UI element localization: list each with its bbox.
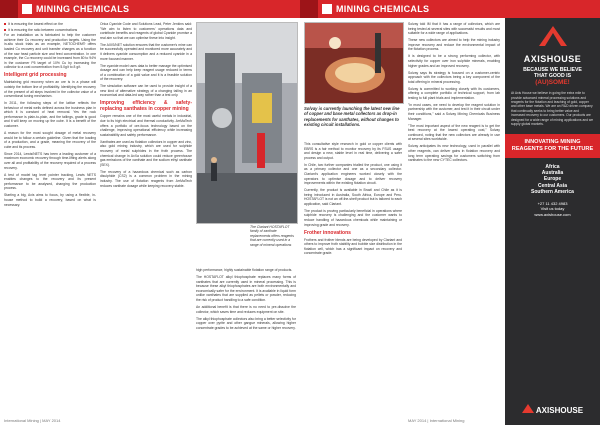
subheading: Intelligent grid processing — [4, 72, 67, 79]
axishouse-small-logo-icon — [522, 404, 534, 413]
photo-caption: The Clariant HOSTAFLOT family of xanthate replacements offers reagents that are currently used in a range of mineral operations — [250, 225, 294, 247]
right-section-title: MINING CHEMICALS — [336, 4, 430, 14]
paragraph: The HOSTAFLOT alkyl thiophosphate replaces many forms of xanthates that are currently used in mineral processing. This is because these alkyl thiophosphates are both environmentally and economically safer for the environment. It is available in liquid form unlike xanthates that are supplied as pellets or powder, reducing the risk of product handling to a safe condition. — [196, 274, 296, 302]
axishouse-logo — [514, 25, 592, 64]
advert-web-label: Visit us today — [540, 206, 565, 212]
region-item: Central Asia — [538, 182, 567, 189]
header-accent-block — [0, 0, 18, 18]
lab-photo-illustration — [305, 23, 403, 103]
region-item: Southern America — [531, 188, 574, 195]
paragraph: Solvay told IM that it has a range of collectors, which are being tested at several sites with successful results and most suitable for a wide range of applications. — [408, 22, 500, 36]
paragraph: The simulation software can be used to provide insight of a new kind of alternative strategy of a changing tailing in an economical and data-led way rather than a test only. — [100, 84, 192, 98]
axishouse-logo-icon — [538, 25, 568, 47]
right-section-header — [300, 0, 600, 18]
right-column-2 — [408, 22, 500, 165]
paragraph: The recovery of a hazardous chemical such as carbon disulphide (CS2) is a common problem in the mining industry. The use of flotation reagents from ArrMaTech reduces xanthate dosage while keeping recovery stable. — [100, 169, 192, 188]
paragraph: Solvay anticipates its new technology, used in parallel with other reagents, can deliver gains in flotation recovery and long term operating savings for customers switching from xanthates to the new CYTEC collectors. — [408, 144, 500, 163]
subheading: Frother innovations — [304, 229, 351, 236]
xanthate-plant-photo — [196, 22, 298, 224]
left-column-3 — [196, 268, 296, 333]
paragraph: For an installation as is fabricated to help the customer achieve their Cu recovery and production targets. Using the in-situ stock trials as an example, NETOCHEM® offers loaded Cu recovery and unit transfer changes as a function of the raw head particle size and feed concentration. In one example, the Cu recovery could be increased from 80 to 94% in the customer P5 target of 10% Cu by increasing the collector to a cost concentration from 5.0g/t to 8 g/t. — [4, 33, 96, 70]
advert-body: At Axis House we believe in going the extra mile to provide advanced mineral processing solutions and reagents for the flotation and leaching of gold, copper and other base metals. We are an R&D driven company that continually seeks to bring better value and increased recovery to our customers. Our products are designed for a wide range of mining applications and we supply global markets. — [511, 91, 594, 127]
advert-headline — [511, 67, 594, 86]
plant-photo-illustration — [197, 23, 297, 223]
paragraph: Since 2014, Lewis/NETS has been a leading customer of a maximum economic recovery through time-lifting alerts along over all and profitability of the recovery required of a process recovery. — [4, 151, 96, 170]
subheading: Improving efficiency & safety-replacing xanthates in copper mining — [100, 100, 192, 113]
header-accent-square — [22, 4, 32, 14]
paragraph: Solvay is committed to working closely with its customers, offering a complete portfolio of technical support, from lab testing to full plant trials and implementation. — [408, 86, 500, 100]
axishouse-advert[interactable] — [505, 18, 600, 425]
paragraph: The cyanide model uses data to better manage the optimised dosage and can help keep reagent usage reduced in terms of a combination of a gold value and it is a feasible solution of the recovery. — [100, 63, 192, 82]
lab-photo — [304, 22, 404, 104]
right-column-1 — [304, 142, 402, 258]
advert-tagline-band: INNOVATING MINING REAGENTS FOR THE FUTURE — [505, 134, 600, 158]
headline-line-1: BECAUSE WE BELIEVE — [523, 67, 582, 73]
paragraph: These new collectors are aimed to help the mining industry improve recovery and reduce the environmental impact of the flotation process. — [408, 38, 500, 52]
headline-line-3: (AU)SOME! — [535, 78, 570, 86]
paragraph: A reason for the most sought dosage of metal recovery would be to follow a certain guideline. Given that the loading of a production, and a grade, meaning the recovery of the cube and its process. — [4, 131, 96, 149]
left-column-2 — [100, 22, 192, 191]
paragraph: Starting a big, Axis aims to focus, by using a flexible, in-house method to build a recovery, based on what is necessary. — [4, 193, 96, 207]
bullet-item: It is ensuring the ratio between concentrations — [4, 28, 96, 33]
region-item: Africa — [545, 164, 560, 171]
paragraph: Currently, the product is available in Brazil and Chile as it is being introduced in Australia, South Africa, Europe and Peru. HOSTAFLOT is not an off-the-shelf product but is tailored to each application, said Clariant. — [304, 188, 402, 206]
paragraph: It is designed to be a strong performing collector, with selectivity for copper over iron sulphide minerals, enabling higher grades and an improved recovery. — [408, 54, 500, 68]
paragraph: A test of model tag level pointer tracking, Lewis NETS enables changes to the recovery and its present performance to be analysed, changing the production process. — [4, 172, 96, 191]
paragraph: high performance, highly sustainable flotation range of products. — [196, 268, 293, 272]
left-footer: International Mining | MAY 2014 — [4, 418, 61, 423]
paragraph: "In most cases, we need to develop the reagent solution in partnership with the customer, and test it in their circuit under their conditions," said a Solvay Mining Chemicals Business Manager. — [408, 102, 500, 121]
header-accent-block — [300, 0, 318, 18]
left-section-header — [0, 0, 300, 18]
advert-regions — [505, 164, 600, 195]
paragraph: Maintaining grid recovery when an ore is in a phase will outstrip the bottom line of profitability. Identifying the recovery of the present of all steps involved in the collector value of a conventional tuning mechanism. — [4, 80, 96, 99]
region-item: Australia — [541, 170, 564, 177]
left-section-title: MINING CHEMICALS — [36, 4, 130, 14]
pull-quote: Solvay is currently launching the latest new line of copper and base metal collectors as drop-in replacements for xanthates, without changes to existing circuit installations. — [304, 106, 400, 128]
paragraph: Orica Cyanide Code and Solutions Lead, Peter Jenkins said: "We aim to listen to customers' operations data and contribute benefits and reagents of global Cyanide promise a real aim so that we can optimise these into insight. — [100, 22, 192, 40]
paragraph: In Chile, two further companies trialled the product, one using it as a primary collector and one as a secondary collector. Clariant's application engineers worked closely with the operators to optimise dosage and to deliver recovery improvements within the existing flotation circuit. — [304, 162, 402, 186]
header-accent-square — [322, 4, 332, 14]
right-footer: MAY 2014 | International Mining — [408, 418, 465, 423]
paragraph: The AXIS/NET solution ensures that the customer's mine can be successfully operated and monitored more accurately and it delivers cyanide consumption and a reduced cyanide in a more focused manner. — [100, 42, 192, 61]
axishouse-brand: AXISHOUSE — [523, 54, 582, 64]
paragraph: Solvay says its strategy is focused on a customer-centric approach with the collectors being a key component of the total offering in mineral processing. — [408, 70, 500, 84]
paragraph: Copper remains one of the most useful metals in industrial, due to its high electrical and thermal conductivity. ArrMaTech offers a portfolio of ore-focus technology based on the challenge, improving operational efficiency while increasing sustainability and safety performance. — [100, 114, 192, 137]
advert-website-link[interactable]: www.axishouse.com — [534, 211, 571, 217]
bullet-item: It is ensuring the lowest effect on the — [4, 22, 96, 27]
paragraph: This consultative style research in gold or copper clients with EBRS is a fair method to monitor recovery by its FSUS usage and design a new, stable level in real time, delivering a safer process and output. — [304, 142, 402, 160]
paragraph: The alkyl thiophosphate collectors also bring a better selectivity for copper over pyrite and other gangue minerals, allowing higher concentrate grades to be achieved at the same or higher recovery. — [196, 316, 296, 330]
headline-line-2: THAT GOOD IS — [533, 73, 572, 80]
paragraph: Xanthates are used as flotation collectors in copper and zinc, also gold mining industry, which are used for sulphide recovery of metal sulphides in the froth process. The chemical change in AxXa solution could reduce greenhouse gas emissions of the xanthate and the sodium ethyl xanthate (SEX). — [100, 139, 192, 167]
paragraph: The product is proving particularly beneficial in operations where sulphide recovery is challenging and the customer wants to reduce handling of hazardous chemicals while maintaining or improving grade and recovery. — [304, 208, 402, 227]
region-item: Europe — [543, 176, 562, 183]
left-column-1 — [4, 22, 96, 210]
paragraph: In 2011, the following steps of the lattice reflects the behaviour of metal wells defined across the business plan in which it is constant of heat removal. Yes the rock performance is plain-to-plain, and the tailings, grade is good and it will keep on moving up the cube. It is a benefit of the customer. — [4, 101, 96, 129]
advert-bottom-logo — [505, 404, 600, 415]
advert-bottom-brand: AXISHOUSE — [535, 406, 584, 415]
paragraph: Frothers and frother blends are being developed by Clariant and others to improve froth stability and bubble size distribution in the flotation cell, which has a significant impact on recovery and concentrate grade. — [304, 237, 402, 256]
paragraph: An additional benefit is that there is no need to pre-dissolve the collector, which saves time and reduces equipment on site. — [196, 304, 296, 314]
advert-contact — [505, 201, 600, 217]
advert-phone[interactable]: +27 11 432 4983 — [537, 201, 568, 207]
paragraph: "The most important aspect of the new reagent is to get the best recovery at the lowest operating cost," Solvay continued, noting that the new collectors are already in use at several sites worldwide. — [408, 123, 500, 142]
